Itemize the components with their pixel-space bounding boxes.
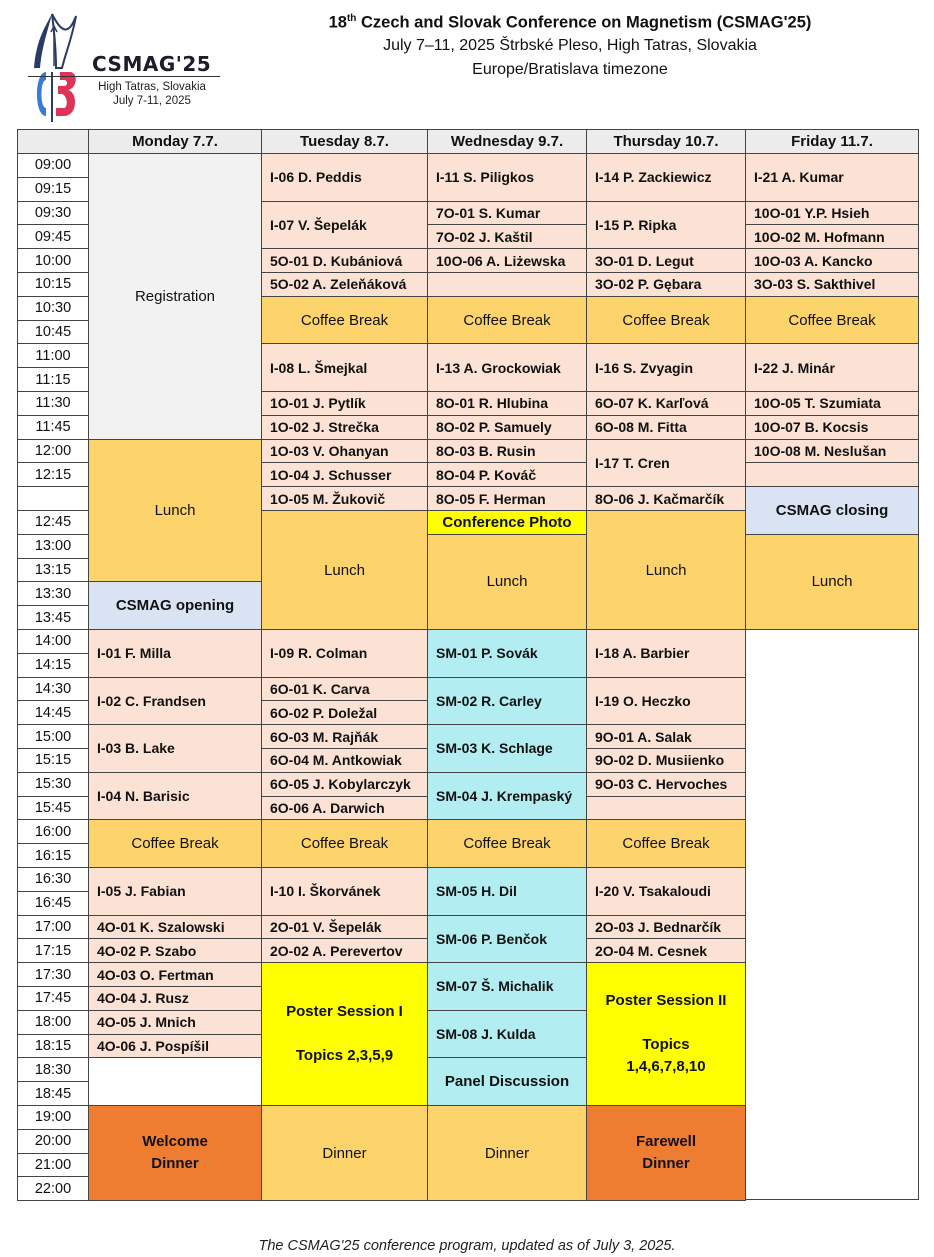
- schedule-event: 6O-01 K. Carva: [261, 677, 428, 702]
- time-slot-label: 19:00: [17, 1105, 89, 1130]
- schedule-event: 10O-06 A. Liżewska: [427, 248, 587, 273]
- schedule-event: SM-07 Š. Michalik: [427, 962, 587, 1011]
- schedule-event: 6O-05 J. Kobylarczyk: [261, 772, 428, 797]
- time-slot-label: 14:30: [17, 677, 89, 702]
- schedule-event: I-16 S. Zvyagin: [586, 343, 746, 392]
- schedule-event: Lunch: [88, 439, 262, 583]
- time-slot-label: 14:45: [17, 700, 89, 725]
- schedule-event: 3O-03 S. Sakthivel: [745, 272, 919, 297]
- schedule-event: SM-04 J. Krempaský: [427, 772, 587, 821]
- schedule-event: 2O-03 J. Bednarčík: [586, 915, 746, 940]
- schedule-event: 4O-04 J. Rusz: [88, 986, 262, 1011]
- time-slot-label: 18:00: [17, 1010, 89, 1035]
- schedule-grid: [17, 129, 918, 1200]
- time-slot-label: 16:45: [17, 891, 89, 916]
- schedule-event: I-18 A. Barbier: [586, 629, 746, 678]
- schedule-event: [586, 962, 746, 1106]
- schedule-event: 10O-02 M. Hofmann: [745, 224, 919, 249]
- time-slot-label: [17, 486, 89, 511]
- schedule-event: I-22 J. Minár: [745, 343, 919, 392]
- schedule-event: 10O-05 T. Szumiata: [745, 391, 919, 416]
- time-slot-label: 13:45: [17, 605, 89, 630]
- schedule-event: Conference Photo: [427, 510, 587, 535]
- event-text-line: Topics: [642, 1036, 690, 1054]
- schedule-event: 8O-05 F. Herman: [427, 486, 587, 511]
- time-slot-label: 13:30: [17, 581, 89, 606]
- time-slot-label: 09:00: [17, 153, 89, 178]
- logo-divider: [28, 76, 220, 77]
- event-text-line: Poster Session II: [605, 992, 727, 1010]
- time-slot-label: 09:30: [17, 201, 89, 226]
- day-header: Thursday 10.7.: [586, 129, 746, 154]
- schedule-event: SM-01 P. Sovák: [427, 629, 587, 678]
- time-slot-label: 11:15: [17, 367, 89, 392]
- time-slot-label: 11:00: [17, 343, 89, 368]
- logo-dates-line: July 7-11, 2025: [113, 95, 191, 107]
- conference-timezone: Europe/Bratislava timezone: [472, 60, 668, 78]
- empty-slot: [745, 629, 919, 1200]
- grid-corner-cell: [17, 129, 89, 154]
- time-slot-label: 21:00: [17, 1153, 89, 1178]
- schedule-event: 2O-02 A. Perevertov: [261, 938, 428, 963]
- time-slot-label: 18:15: [17, 1034, 89, 1059]
- schedule-event: I-03 B. Lake: [88, 724, 262, 773]
- schedule-event: Coffee Break: [427, 296, 587, 345]
- schedule-event: 7O-01 S. Kumar: [427, 201, 587, 226]
- schedule-event: Coffee Break: [427, 819, 587, 868]
- schedule-event: [586, 1105, 746, 1201]
- schedule-event: I-11 S. Piligkos: [427, 153, 587, 202]
- schedule-event: I-07 V. Šepelák: [261, 201, 428, 250]
- schedule-event: 10O-07 B. Kocsis: [745, 415, 919, 440]
- schedule-event: 2O-01 V. Šepelák: [261, 915, 428, 940]
- schedule-event: Lunch: [745, 534, 919, 630]
- schedule-event: Dinner: [261, 1105, 428, 1201]
- schedule-event: SM-02 R. Carley: [427, 677, 587, 726]
- time-slot-label: 17:30: [17, 962, 89, 987]
- event-text-line: Welcome: [142, 1133, 208, 1151]
- schedule-event: 1O-03 V. Ohanyan: [261, 439, 428, 464]
- event-text-line: Dinner: [642, 1155, 690, 1173]
- empty-slot: [745, 462, 919, 487]
- schedule-event: 4O-01 K. Szalowski: [88, 915, 262, 940]
- time-slot-label: 16:00: [17, 819, 89, 844]
- schedule-event: [88, 1105, 262, 1201]
- time-slot-label: 16:30: [17, 867, 89, 892]
- schedule-event: SM-06 P. Benčok: [427, 915, 587, 964]
- day-header: Wednesday 9.7.: [427, 129, 587, 154]
- time-slot-label: 16:15: [17, 843, 89, 868]
- schedule-event: Coffee Break: [88, 819, 262, 868]
- time-slot-label: 15:00: [17, 724, 89, 749]
- time-slot-label: 18:30: [17, 1057, 89, 1082]
- time-slot-label: 12:45: [17, 510, 89, 535]
- schedule-event: 10O-08 M. Neslušan: [745, 439, 919, 464]
- schedule-event: 4O-03 O. Fertman: [88, 962, 262, 987]
- schedule-event: 7O-02 J. Kaštil: [427, 224, 587, 249]
- schedule-event: 8O-04 P. Kováč: [427, 462, 587, 487]
- schedule-event: 3O-02 P. Gębara: [586, 272, 746, 297]
- schedule-event: I-19 O. Heczko: [586, 677, 746, 726]
- schedule-event: 9O-01 A. Salak: [586, 724, 746, 749]
- schedule-event: [261, 962, 428, 1106]
- time-slot-label: 14:15: [17, 653, 89, 678]
- time-slot-label: 20:00: [17, 1129, 89, 1154]
- schedule-event: 6O-03 M. Rajňák: [261, 724, 428, 749]
- schedule-event: 9O-03 C. Hervoches: [586, 772, 746, 797]
- time-slot-label: 12:15: [17, 462, 89, 487]
- schedule-event: 6O-06 A. Darwich: [261, 796, 428, 821]
- schedule-event: I-21 A. Kumar: [745, 153, 919, 202]
- figure-caption: The CSMAG'25 conference program, updated as of July 3, 2025.: [258, 1238, 676, 1254]
- schedule-event: SM-05 H. Dil: [427, 867, 587, 916]
- schedule-event: 6O-02 P. Doležal: [261, 700, 428, 725]
- time-slot-label: 12:00: [17, 439, 89, 464]
- time-slot-label: 09:15: [17, 177, 89, 202]
- schedule-event: 5O-02 A. Zeleňáková: [261, 272, 428, 297]
- schedule-event: Coffee Break: [586, 819, 746, 868]
- event-text-line: Dinner: [151, 1155, 199, 1173]
- schedule-event: I-08 L. Šmejkal: [261, 343, 428, 392]
- schedule-event: Lunch: [586, 510, 746, 630]
- schedule-event: Coffee Break: [261, 819, 428, 868]
- schedule-event: 10O-01 Y.P. Hsieh: [745, 201, 919, 226]
- schedule-event: 8O-02 P. Samuely: [427, 415, 587, 440]
- csmag-emblem-icon: [22, 8, 92, 126]
- schedule-event: 4O-05 J. Mnich: [88, 1010, 262, 1035]
- time-slot-label: 09:45: [17, 224, 89, 249]
- schedule-event: I-06 D. Peddis: [261, 153, 428, 202]
- schedule-event: Lunch: [427, 534, 587, 630]
- time-slot-label: 10:45: [17, 320, 89, 345]
- schedule-event: Lunch: [261, 510, 428, 630]
- schedule-event: I-09 R. Colman: [261, 629, 428, 678]
- page-header: [240, 8, 900, 82]
- schedule-event: 5O-01 D. Kubániová: [261, 248, 428, 273]
- schedule-event: SM-03 K. Schlage: [427, 724, 587, 773]
- schedule-event: 3O-01 D. Legut: [586, 248, 746, 273]
- schedule-event: Panel Discussion: [427, 1057, 587, 1106]
- schedule-event: 1O-05 M. Žukovič: [261, 486, 428, 511]
- empty-slot: [88, 1057, 262, 1106]
- time-slot-label: 18:45: [17, 1081, 89, 1106]
- time-slot-label: 15:45: [17, 796, 89, 821]
- conference-title: 18th Czech and Slovak Conference on Magnetism (CSMAG'25): [328, 13, 812, 32]
- schedule-event: I-14 P. Zackiewicz: [586, 153, 746, 202]
- day-header: Monday 7.7.: [88, 129, 262, 154]
- time-slot-label: 22:00: [17, 1176, 89, 1201]
- conference-dates: July 7–11, 2025 Štrbské Pleso, High Tatras, Slovakia: [383, 36, 757, 54]
- event-text-line: Poster Session I: [286, 1003, 403, 1021]
- time-slot-label: 11:30: [17, 391, 89, 416]
- schedule-event: Dinner: [427, 1105, 587, 1201]
- logo-location: [92, 80, 212, 108]
- schedule-event: CSMAG closing: [745, 486, 919, 535]
- time-slot-label: 13:15: [17, 558, 89, 583]
- schedule-event: CSMAG opening: [88, 581, 262, 630]
- schedule-event: 6O-07 K. Karľová: [586, 391, 746, 416]
- schedule-event: 1O-01 J. Pytlík: [261, 391, 428, 416]
- schedule-event: 2O-04 M. Cesnek: [586, 938, 746, 963]
- day-header: Friday 11.7.: [745, 129, 919, 154]
- day-header: Tuesday 8.7.: [261, 129, 428, 154]
- schedule-event: I-05 J. Fabian: [88, 867, 262, 916]
- time-slot-label: 10:30: [17, 296, 89, 321]
- time-slot-label: 10:15: [17, 272, 89, 297]
- conference-logo: [22, 8, 242, 126]
- schedule-event: 6O-08 M. Fitta: [586, 415, 746, 440]
- time-slot-label: 11:45: [17, 415, 89, 440]
- event-text-line: 1,4,6,7,8,10: [626, 1058, 706, 1076]
- empty-slot: [586, 796, 746, 821]
- time-slot-label: 17:45: [17, 986, 89, 1011]
- schedule-event: I-02 C. Frandsen: [88, 677, 262, 726]
- schedule-event: 1O-02 J. Strečka: [261, 415, 428, 440]
- schedule-event: I-04 N. Barisic: [88, 772, 262, 821]
- schedule-event: Registration: [88, 153, 262, 440]
- time-slot-label: 14:00: [17, 629, 89, 654]
- schedule-event: I-15 P. Ripka: [586, 201, 746, 250]
- schedule-event: I-10 I. Škorvánek: [261, 867, 428, 916]
- time-slot-label: 13:00: [17, 534, 89, 559]
- schedule-event: 8O-01 R. Hlubina: [427, 391, 587, 416]
- schedule-event: 4O-02 P. Szabo: [88, 938, 262, 963]
- schedule-event: 8O-03 B. Rusin: [427, 439, 587, 464]
- event-text-line: Farewell: [635, 1133, 697, 1151]
- empty-slot: [427, 272, 587, 297]
- time-slot-label: 17:00: [17, 915, 89, 940]
- event-text-line: [664, 1012, 668, 1034]
- schedule-event: 8O-06 J. Kačmarčík: [586, 486, 746, 511]
- logo-name: CSMAG'25: [92, 52, 212, 76]
- time-slot-label: 10:00: [17, 248, 89, 273]
- schedule-event: 9O-02 D. Musiienko: [586, 748, 746, 773]
- schedule-event: SM-08 J. Kulda: [427, 1010, 587, 1059]
- schedule-event: I-13 A. Grockowiak: [427, 343, 587, 392]
- time-slot-label: 17:15: [17, 938, 89, 963]
- schedule-event: 10O-03 A. Kancko: [745, 248, 919, 273]
- time-slot-label: 15:15: [17, 748, 89, 773]
- schedule-event: 1O-04 J. Schusser: [261, 462, 428, 487]
- schedule-event: 6O-04 M. Antkowiak: [261, 748, 428, 773]
- schedule-event: Coffee Break: [745, 296, 919, 345]
- time-slot-label: 15:30: [17, 772, 89, 797]
- schedule-event: Coffee Break: [261, 296, 428, 345]
- schedule-event: I-20 V. Tsakaloudi: [586, 867, 746, 916]
- schedule-event: I-01 F. Milla: [88, 629, 262, 678]
- event-text-line: [342, 1023, 346, 1045]
- schedule-event: Coffee Break: [586, 296, 746, 345]
- schedule-event: I-17 T. Cren: [586, 439, 746, 488]
- event-text-line: Topics 2,3,5,9: [295, 1047, 394, 1065]
- schedule-event: 4O-06 J. Pospíšil: [88, 1034, 262, 1059]
- logo-location-line: High Tatras, Slovakia: [98, 81, 206, 93]
